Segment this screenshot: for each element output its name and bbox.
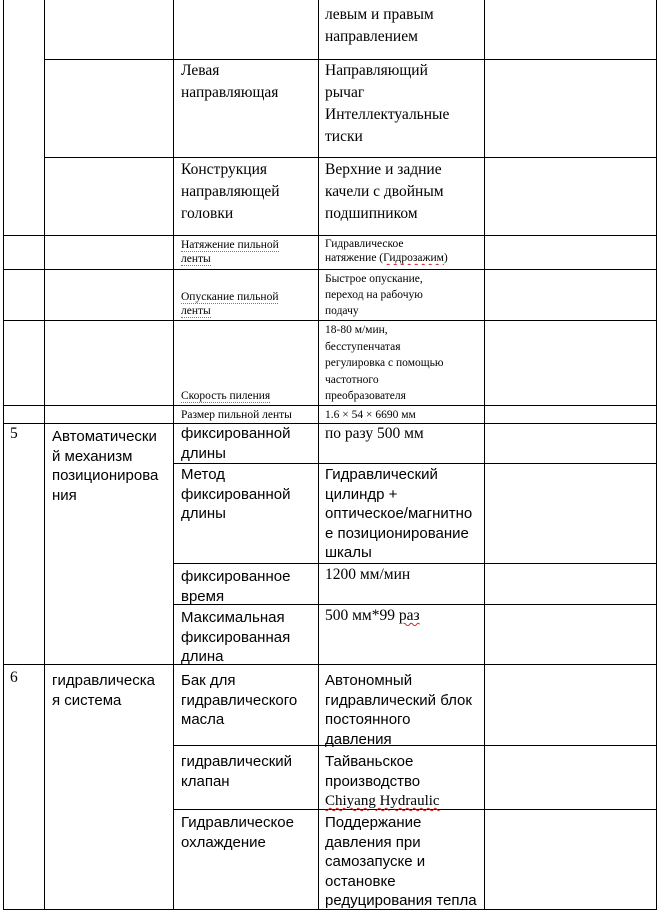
spec-param: Гидравлическое охлаждение	[181, 814, 294, 851]
spec-value: Поддержание давления при самозапуске и остановке редуцирования тепла	[325, 814, 477, 908]
row-separator	[173, 463, 656, 464]
column-separator	[318, 0, 319, 910]
section-title: гидравлическа я система	[52, 672, 155, 709]
spec-value: Гидравлический цилиндр + оптическое/магнитно е позиционирование шкалы	[325, 466, 473, 561]
section-number: 6	[10, 669, 18, 686]
table-border-bottom	[3, 909, 656, 910]
spec-param: фиксированное время	[181, 568, 291, 605]
row-separator	[173, 563, 656, 564]
spec-param-text: Опускание пильной ленты	[181, 291, 279, 317]
spec-value: левым и правым направлением	[325, 6, 434, 45]
row-separator	[3, 320, 656, 321]
row-separator	[44, 157, 656, 158]
column-separator	[484, 0, 485, 910]
spec-param: Бак для гидравлического масла	[181, 672, 298, 728]
spec-value: по разу 500 мм	[325, 425, 424, 442]
spec-value: Быстрое опускание, переход на рабочую подачу	[325, 273, 423, 317]
spec-param: Конструкция направляющей головки	[181, 161, 280, 222]
spec-value-text: Тайваньское производство	[325, 753, 421, 790]
spec-param: Левая направляющая	[181, 62, 279, 101]
spec-value	[325, 752, 483, 812]
spec-param	[181, 389, 316, 403]
spec-param-text: Натяжение пильной ленты	[181, 239, 279, 265]
spec-param: Метод фиксированной длины	[181, 466, 291, 522]
spec-param: фиксированной длины	[181, 425, 291, 462]
spec-param: гидравлический клапан	[181, 753, 293, 790]
spec-value-text: раз	[398, 607, 420, 624]
spec-value-text: Гидрозажим	[383, 252, 444, 264]
table-border-right	[656, 0, 657, 910]
spec-param	[181, 290, 316, 318]
spec-value: 1200 мм/мин	[325, 566, 411, 583]
spec-value: Направляющий рычаг Интеллектуальные тиски	[325, 62, 450, 145]
spec-value: Автономный гидравлический блок постоянного давления	[325, 672, 472, 748]
spec-param: Размер пильной ленты	[181, 409, 292, 421]
spec-param	[181, 238, 316, 266]
row-separator	[3, 235, 656, 236]
spec-value: 1.6 × 54 × 6690 мм	[325, 409, 416, 421]
column-separator	[44, 0, 45, 910]
spec-value: Верхние и задние качели с двойным подшипником	[325, 161, 444, 222]
spec-value-text: 500 мм*99	[325, 607, 399, 624]
row-separator	[3, 269, 656, 270]
spec-value-text: Chiyang Hydraulic	[325, 793, 440, 809]
spec-param: Максимальная фиксированная длина	[181, 609, 291, 665]
spec-value-text: )	[443, 252, 448, 264]
table-border-left	[3, 0, 4, 910]
spec-value: 18-80 м/мин, бесступенчатая регулировка с помощью частотного преобразователя	[325, 324, 444, 402]
spec-value	[325, 606, 483, 626]
section-number: 5	[10, 425, 18, 442]
column-separator	[173, 0, 174, 910]
row-separator	[3, 664, 656, 665]
row-separator	[3, 405, 656, 406]
section-title: Автоматически й механизм позиционирова ния	[52, 428, 159, 504]
spec-value-text: Гидравлическое натяжение (	[325, 238, 404, 264]
spec-value	[325, 237, 483, 265]
spec-param-text: Скорость пиления	[181, 390, 271, 402]
